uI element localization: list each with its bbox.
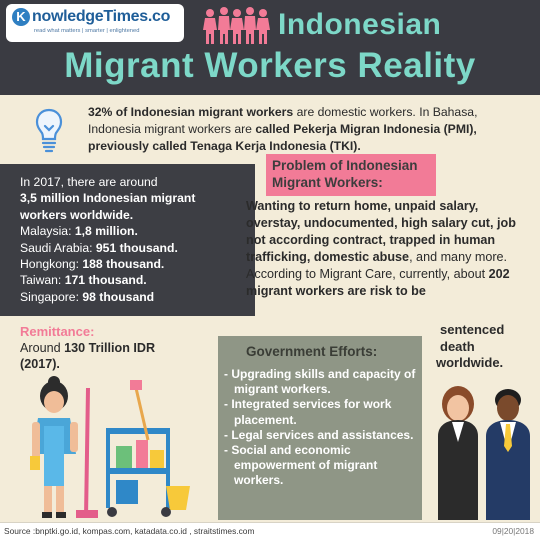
government-item: - Legal services and assistances. [224, 427, 414, 442]
stat-country: Taiwan: [20, 273, 65, 288]
stats-text [20, 174, 240, 305]
title-line-1: Indonesian [278, 8, 442, 41]
stat-value: 98 thousand [82, 289, 155, 304]
remittance-heading: Remittance: [20, 324, 95, 339]
intro-text-1: are domestic workers. In Bahasa, Indonesia migrant workers are [88, 105, 478, 136]
date-text: 09|20|2018 [492, 526, 534, 536]
stat-row [20, 289, 240, 305]
people-silhouettes-icon [202, 6, 272, 46]
stat-country: Hongkong: [20, 257, 83, 272]
problem-list: Wanting to return home, unpaid salary, overstay, undocumented, high salary cut, job not according contract, trapped in human trafficking, domestic abuse [246, 199, 516, 264]
lightbulb-icon [30, 104, 68, 154]
government-item: - Social and economic empowerment of migrant workers. [224, 443, 378, 488]
stats-headline: 3,5 million Indonesian migrant workers worldwide. [20, 191, 196, 222]
sentenced-line-2: death [440, 338, 475, 354]
stat-country: Saudi Arabia: [20, 240, 96, 255]
problem-heading-line-2: Migrant Workers: [272, 175, 383, 190]
stat-country: Singapore: [20, 289, 83, 304]
cleaning-worker-illustration [16, 368, 206, 520]
sentenced-line-3: worldwide. [436, 355, 504, 370]
header-banner [0, 0, 540, 95]
problem-text [246, 198, 534, 300]
problem-heading-line-1: Problem of Indonesian [272, 158, 418, 173]
stat-value: 171 thousand. [64, 273, 147, 288]
logo-name: nowledgeTimes.co [32, 8, 171, 25]
government-item: - Integrated services for work placement. [224, 397, 392, 427]
migrant-care-text: According to Migrant Care, currently, about [246, 267, 489, 281]
stat-country: Malaysia: [20, 224, 75, 239]
stat-row [20, 223, 240, 239]
government-list [224, 367, 420, 489]
stat-row [20, 272, 240, 288]
stat-value: 188 thousand. [82, 257, 165, 272]
government-heading: Government Efforts: [246, 344, 378, 359]
footer [0, 522, 540, 540]
sentenced-line-1: sentenced [440, 322, 505, 337]
title-line-2: Migrant Workers Reality [64, 46, 476, 85]
stats-intro: In 2017, there are around [20, 175, 158, 189]
logo[interactable] [6, 4, 184, 42]
remittance-year: (2017). [20, 357, 60, 371]
remittance-value: 130 Trillion IDR [64, 341, 156, 355]
sentenced-text [436, 322, 536, 372]
government-item: - Upgrading skills and capacity of migrant workers. [224, 367, 416, 397]
stat-value: 951 thousand. [95, 240, 178, 255]
migrant-care-bold: 202 migrant workers are risk to be [246, 267, 510, 298]
problem-heading [266, 154, 436, 196]
source-text: Source :bnptki.go.id, kompas.com, katadata.co.id , straitstimes.com [4, 526, 255, 536]
intro-text [88, 104, 528, 155]
problem-list-end: , and many more. [409, 250, 508, 264]
logo-tagline: read what matters | smarter | enlightened [34, 28, 140, 34]
migrant-workers-illustration [428, 378, 540, 520]
intro-bold-1: 32% of Indonesian migrant workers [88, 105, 294, 119]
intro-bold-2: called Pekerja Migran Indonesia (PMI), previously called Tenaga Kerja Indonesia (TKI). [88, 122, 477, 153]
stat-row [20, 240, 240, 256]
stat-row [20, 256, 240, 272]
logo-initial: K [12, 8, 30, 26]
stat-value: 1,8 million. [74, 224, 138, 239]
remittance-around: Around [20, 341, 65, 355]
